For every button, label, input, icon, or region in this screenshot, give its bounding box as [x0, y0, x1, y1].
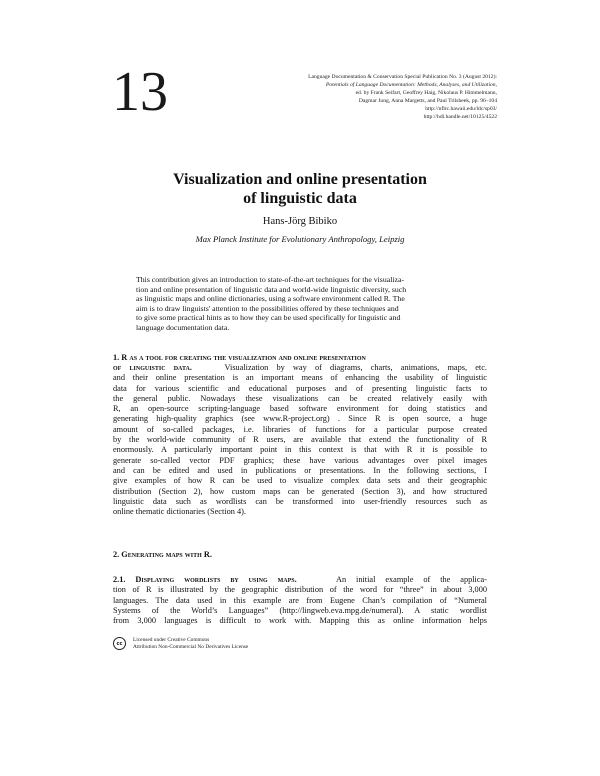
paper-title-line2: of linguistic data [243, 190, 357, 207]
body-line: the general public. Nowadays these visualizations can be created relatively easily with [113, 393, 487, 403]
pubinfo-handle[interactable]: http://hdl.handle.net/10125/4522 [423, 113, 497, 120]
body-line: generate so-called vector PDF graphics; these have various advantages over pixel images [113, 455, 487, 465]
section21-body [113, 575, 487, 626]
abstract-line: to give some practical hints as to how they can be used specifically for linguistic and [136, 313, 401, 323]
pubinfo-url[interactable]: http://nflrc.hawaii.edu/ldc/sp03/ [425, 105, 497, 112]
body-line: distribution (Section 2), how custom maps can be generated (Section 3), and how structured [113, 486, 487, 496]
body-line: R, an open-source scripting-language based software environment for doing statistics and [113, 404, 487, 414]
section1-body [113, 363, 487, 517]
section1-heading: 1. R as a tool for creating the visualization and online presentation [113, 353, 366, 362]
body-line: Systems of the World’s Languages” (http://lingweb.eva.mpg.de/numeral). A static wordlist [113, 605, 487, 615]
pubinfo-editors: ed. by Frank Seifart, Geoffrey Haig, Nikolaus P. Himmelmann, [355, 89, 497, 96]
body-line: from 3,000 languages is difficult to work with. Mapping this as online information helps [113, 616, 487, 626]
author-affiliation: Max Planck Institute for Evolutionary Anthropology, Leipzig [195, 234, 405, 244]
abstract-line: as linguistic maps and online dictionaries, using a software environment called R. The [136, 294, 405, 304]
body-line: by the world-wide community of R users, are available that extend the functionality of R [113, 435, 487, 445]
section1-heading-cont: of linguistic data. [113, 363, 192, 372]
body-line: enormously. A particularly important point in this context is that with R it is possible to [113, 445, 487, 455]
section2-heading: 2. Generating maps with R. [113, 550, 212, 559]
pubinfo-editors-pages: Dagmar Jung, Anna Margetts, and Paul Trilsbeek, pp. 96–104 [358, 97, 497, 104]
creative-commons-icon: cc [113, 637, 126, 650]
pubinfo-volume-title: Potentials of Language Documentation: Methods, Analyses, and Utilization, [325, 81, 497, 88]
pubinfo-series: Language Documentation & Conservation Special Publication No. 3 (August 2012): [308, 74, 497, 80]
body-line: amount of so-called packages, i.e. libraries of functions for a particular purpose created [113, 424, 487, 434]
body-line: 2.1. Displaying wordlists by using maps. An initial example of the applica- [113, 575, 487, 584]
publication-info [177, 74, 497, 121]
body-line: data for various scientific and educational purposes and of presenting linguistic facts to [113, 383, 487, 393]
body-line: languages. The data used in this example are from Eugene Chan’s compilation of “Numeral [113, 595, 487, 605]
abstract [136, 275, 464, 333]
abstract-line: This contribution gives an introduction to state-of-the-art techniques for the visualiza- [136, 275, 405, 284]
abstract-line: aim is to draw linguists' attention to the possibilities offered by these techniques and [136, 303, 399, 313]
license-line1: Licensed under Creative Commons [133, 637, 210, 643]
abstract-line: language documentation data. [136, 322, 230, 332]
body-line: tion of R is illustrated by the geographic distribution of the word for “three” in about 3,000 [113, 585, 487, 595]
paper-title-line1: Visualization and online presentation [173, 171, 427, 188]
body-line: and can be edited and used in publications or presentations. In the following sections, I [113, 465, 487, 475]
body-line: linguistic data such as wordlists can be transformed into user-friendly resources such as [113, 496, 487, 506]
body-line: of linguistic data. Visualization by way of diagrams, charts, animations, maps, etc. [113, 363, 487, 372]
chapter-number: 13 [112, 61, 168, 123]
body-line: give examples of how R can be used to visualize complex data sets and their geographic [113, 476, 487, 486]
license-block [113, 637, 248, 651]
author-name: Hans-Jörg Bibiko [262, 216, 338, 227]
body-line: generating high-quality graphics (see www.R-project.org) . Since R is open source, a huge [113, 414, 487, 424]
abstract-line: tion and online presentation of linguistic data and world-wide linguistic diversity, such [136, 284, 407, 294]
section21-heading: 2.1. Displaying wordlists by using maps. [113, 575, 297, 584]
license-line2: Attribution Non-Commercial No Derivatives License [133, 643, 249, 650]
body-line: online thematic dictionaries (Section 4). [113, 507, 246, 517]
body-line: and their online presentation is an important means of enhancing the usability of linguistic [113, 373, 487, 383]
